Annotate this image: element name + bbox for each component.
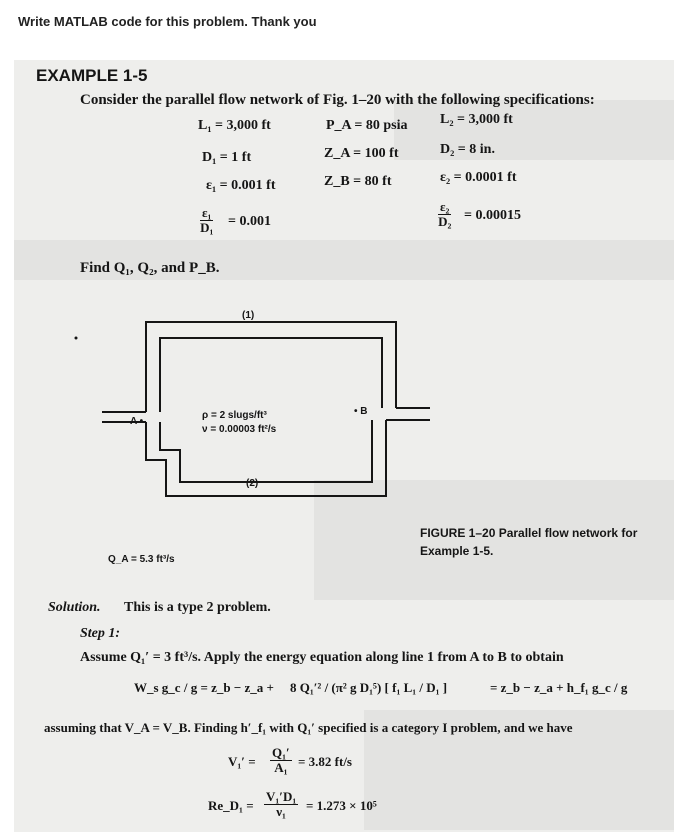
pipe-1-label: (1) <box>242 310 255 321</box>
spec-ZA: Z_A = 100 ft <box>324 146 399 161</box>
pipe-1-inner <box>160 338 382 412</box>
spec-L1: L₁ = 3,000 ft <box>198 118 271 133</box>
energy-eq-rhs: = z_b − z_a + h_f₁ g_c / g <box>490 680 628 695</box>
reynolds-num: V₁′D₁ <box>266 789 297 804</box>
reynolds-den: ν₁ <box>276 804 286 819</box>
reynolds-value: = 1.273 × 10⁵ <box>306 798 377 813</box>
energy-eq-lhs: W_s g_c / g = z_b − z_a + <box>134 680 274 695</box>
ratio1-den: D₁ <box>200 220 214 235</box>
find-text: Find Q₁, Q₂, and P_B. <box>80 260 220 276</box>
spec-D2: D₂ = 8 in. <box>440 142 495 157</box>
solution-type: This is a type 2 problem. <box>124 600 271 615</box>
point-b-label: • B <box>354 406 368 417</box>
spec-ZB: Z_B = 80 ft <box>324 174 392 189</box>
spec-L2: L₂ = 3,000 ft <box>440 112 513 127</box>
velocity-fraction <box>270 746 292 775</box>
example-title: EXAMPLE 1-5 <box>36 66 148 85</box>
ratio1-value: = 0.001 <box>228 214 271 229</box>
step-label: Step 1: <box>80 626 121 641</box>
ratio1-num: ε₁ <box>202 205 212 220</box>
parallel-flow-diagram <box>14 60 674 832</box>
reynolds-fraction <box>264 790 298 819</box>
density-label: ρ = 2 slugs/ft³ <box>202 410 267 421</box>
scanned-page <box>14 60 674 832</box>
spec-e1: ε₁ = 0.001 ft <box>206 178 276 193</box>
pipe-2-label: (2) <box>246 478 259 489</box>
figure-caption-line2: Example 1-5. <box>420 544 494 558</box>
spec-e2: ε₂ = 0.0001 ft <box>440 170 517 185</box>
point-a-label: A • <box>130 416 144 427</box>
velocity-value: = 3.82 ft/s <box>298 754 352 769</box>
velocity-lhs: V₁′ = <box>228 754 256 769</box>
spec-PA: P_A = 80 psia <box>326 118 408 133</box>
ratio2-den: D₂ <box>438 214 452 229</box>
velocity-num: Q₁′ <box>272 745 290 760</box>
spec-D1: D₁ = 1 ft <box>202 150 252 165</box>
example-intro: Consider the parallel flow network of Fig. 1–20 with the following specifications: <box>80 92 595 108</box>
pipe-1-outer <box>146 322 396 412</box>
ratio2-num: ε₂ <box>440 199 450 214</box>
flow-rate-label: Q_A = 5.3 ft³/s <box>108 554 175 565</box>
dot-mark <box>75 337 78 340</box>
assuming-text: assuming that V_A = V_B. Finding h′_f₁ with Q₁′ specified is a category I problem, and we have <box>44 720 573 735</box>
velocity-den: A₁ <box>274 760 288 775</box>
viscosity-label: ν = 0.00003 ft²/s <box>202 424 277 435</box>
reynolds-lhs: Re_D₁ = <box>208 798 254 813</box>
ratio2-value: = 0.00015 <box>464 208 521 223</box>
assume-text: Assume Q₁′ = 3 ft³/s. Apply the energy equation along line 1 from A to B to obtain <box>80 650 564 665</box>
energy-eq-middle: 8 Q₁′² / (π² g D₁⁵) [ f₁ L₁ / D₁ ] <box>290 680 448 695</box>
figure-caption-line1: FIGURE 1–20 Parallel flow network for <box>420 526 638 540</box>
solution-heading: Solution. <box>48 600 101 615</box>
question-text: Write MATLAB code for this problem. Thank you <box>18 14 317 29</box>
